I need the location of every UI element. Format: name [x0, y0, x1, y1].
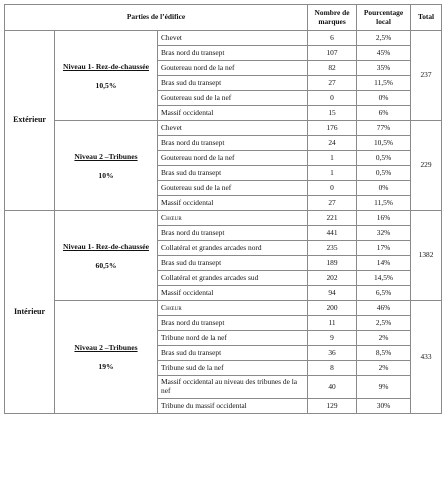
count-cell: 27 [308, 196, 357, 211]
total-cell: 1382 [411, 211, 442, 301]
percent-cell: 0,5% [357, 166, 411, 181]
count-cell: 129 [308, 399, 357, 414]
part-cell: Tribune sud de la nef [158, 361, 308, 376]
count-cell: 221 [308, 211, 357, 226]
table-row [5, 121, 442, 136]
percent-cell: 8,5% [357, 346, 411, 361]
marks-table [4, 4, 442, 414]
part-cell: Goutereau nord de la nef [158, 151, 308, 166]
level-cell [55, 31, 158, 121]
percent-cell: 2% [357, 361, 411, 376]
count-cell: 0 [308, 181, 357, 196]
part-cell: Bras sud du transept [158, 346, 308, 361]
percent-cell: 0% [357, 181, 411, 196]
part-cell: Chevet [158, 31, 308, 46]
level-share: 60,5% [95, 260, 117, 270]
part-cell: Bras nord du transept [158, 136, 308, 151]
percent-cell: 45% [357, 46, 411, 61]
count-cell: 36 [308, 346, 357, 361]
percent-cell: 2,5% [357, 31, 411, 46]
percent-cell: 46% [357, 301, 411, 316]
side-label-exterior: Extérieur [5, 31, 55, 211]
count-cell: 200 [308, 301, 357, 316]
count-cell: 94 [308, 286, 357, 301]
count-cell: 0 [308, 91, 357, 106]
count-cell: 27 [308, 76, 357, 91]
count-cell: 40 [308, 376, 357, 399]
part-cell: Tribune du massif occidental [158, 399, 308, 414]
count-cell: 11 [308, 316, 357, 331]
percent-cell: 17% [357, 241, 411, 256]
count-cell: 9 [308, 331, 357, 346]
level-share: 10,5% [95, 80, 117, 90]
percent-cell: 10,5% [357, 136, 411, 151]
count-cell: 82 [308, 61, 357, 76]
count-cell: 1 [308, 166, 357, 181]
part-cell: Bras sud du transept [158, 76, 308, 91]
percent-cell: 30% [357, 399, 411, 414]
part-cell: Chevet [158, 121, 308, 136]
percent-cell: 77% [357, 121, 411, 136]
total-cell: 237 [411, 31, 442, 121]
header-row [5, 5, 442, 31]
percent-cell: 2,5% [357, 316, 411, 331]
table-row [5, 31, 442, 46]
total-cell: 229 [411, 121, 442, 211]
percent-cell: 35% [357, 61, 411, 76]
percent-cell: 14% [357, 256, 411, 271]
part-cell: Massif occidental [158, 196, 308, 211]
count-cell: 8 [308, 361, 357, 376]
level-title: Niveau 2 –Tribunes [74, 151, 138, 161]
part-cell: Bras nord du transept [158, 316, 308, 331]
level-cell [55, 301, 158, 414]
percent-cell: 0% [357, 91, 411, 106]
table-row [5, 211, 442, 226]
header-total: Total [411, 5, 442, 31]
percent-cell: 32% [357, 226, 411, 241]
percent-cell: 14,5% [357, 271, 411, 286]
percent-cell: 0,5% [357, 151, 411, 166]
percent-cell: 2% [357, 331, 411, 346]
table-row [5, 301, 442, 316]
count-cell: 202 [308, 271, 357, 286]
percent-cell: 6,5% [357, 286, 411, 301]
level-share: 10% [98, 170, 114, 180]
level-share: 19% [98, 362, 114, 371]
percent-cell: 11,5% [357, 196, 411, 211]
part-cell: Massif occidental [158, 286, 308, 301]
total-cell: 433 [411, 301, 442, 414]
count-cell: 107 [308, 46, 357, 61]
part-cell: Massif occidental au niveau des tribunes de la nef [158, 376, 308, 399]
header-count: Nombre de marques [308, 5, 357, 31]
part-cell: Chœur [158, 211, 308, 226]
part-cell: Tribune nord de la nef [158, 331, 308, 346]
percent-cell: 11,5% [357, 76, 411, 91]
count-cell: 176 [308, 121, 357, 136]
part-cell: Bras sud du transept [158, 256, 308, 271]
part-cell: Collatéral et grandes arcades sud [158, 271, 308, 286]
header-parts: Parties de l’édifice [5, 5, 308, 31]
header-percent: Pourcentage local [357, 5, 411, 31]
level-cell [55, 121, 158, 211]
count-cell: 441 [308, 226, 357, 241]
level-cell [55, 211, 158, 301]
count-cell: 1 [308, 151, 357, 166]
side-label-interior: Intérieur [5, 211, 55, 414]
count-cell: 15 [308, 106, 357, 121]
part-cell: Chœur [158, 301, 308, 316]
level-title: Niveau 1- Rez-de-chaussée [62, 61, 150, 71]
level-title: Niveau 1- Rez-de-chaussée [62, 241, 150, 251]
percent-cell: 6% [357, 106, 411, 121]
part-cell: Collatéral et grandes arcades nord [158, 241, 308, 256]
part-cell: Bras nord du transept [158, 226, 308, 241]
count-cell: 189 [308, 256, 357, 271]
part-cell: Bras sud du transept [158, 166, 308, 181]
percent-cell: 9% [357, 376, 411, 399]
count-cell: 24 [308, 136, 357, 151]
level-title: Niveau 2 –Tribunes [74, 343, 138, 352]
count-cell: 6 [308, 31, 357, 46]
part-cell: Massif occidental [158, 106, 308, 121]
part-cell: Bras nord du transept [158, 46, 308, 61]
count-cell: 235 [308, 241, 357, 256]
percent-cell: 16% [357, 211, 411, 226]
part-cell: Goutereau sud de la nef [158, 91, 308, 106]
part-cell: Goutereau nord de la nef [158, 61, 308, 76]
part-cell: Goutereau sud de la nef [158, 181, 308, 196]
